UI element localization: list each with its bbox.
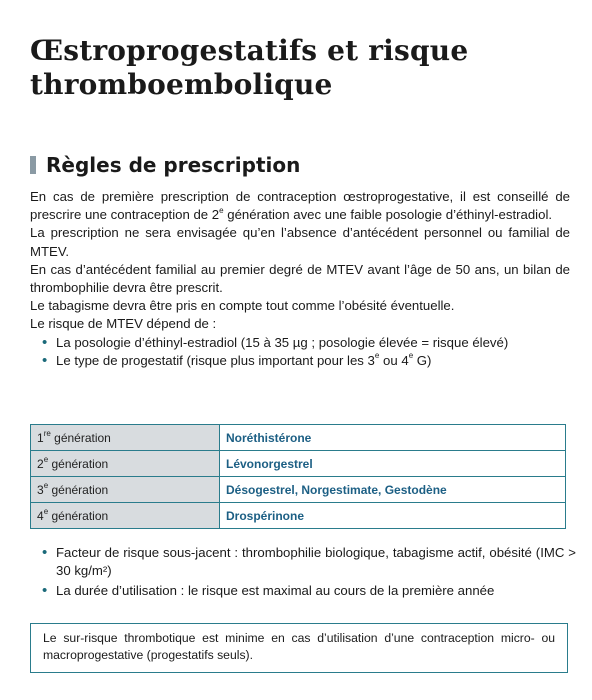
paragraph-4: Le tabagisme devra être pris en compte tout comme l’obésité éventuelle. bbox=[30, 298, 455, 314]
generation-label: génération bbox=[48, 456, 109, 471]
list-item: • La posologie d’éthinyl-estradiol (15 à 35 µg ; posologie élevée = risque élevé) bbox=[40, 334, 570, 352]
page-title bbox=[30, 34, 570, 102]
generation-sup: e bbox=[43, 480, 49, 490]
generation-label: génération bbox=[48, 508, 109, 523]
generation-number: 3 bbox=[37, 482, 44, 497]
progestatif-cell: Lévonorgestrel bbox=[220, 451, 566, 477]
generation-sup: re bbox=[43, 428, 51, 438]
generation-cell bbox=[31, 425, 220, 451]
title-line-1: Œstroprogestatifs et risque bbox=[30, 34, 469, 67]
paragraph-2: La prescription ne sera envisagée qu’en l’absence d’antécédent personnel ou familial de MTEV. bbox=[30, 225, 570, 259]
generation-cell bbox=[31, 451, 220, 477]
progestatif-cell: Drospérinone bbox=[220, 503, 566, 529]
progestatif-cell: Désogestrel, Norgestimate, Gestodène bbox=[220, 477, 566, 503]
paragraph-3: En cas d’antécédent familial au premier degré de MTEV avant l’âge de 50 ans, un bilan de thrombophilie devra être prescrit. bbox=[30, 261, 570, 296]
list-item-part-a: Le type de progestatif (risque plus important pour les 3 bbox=[56, 352, 375, 368]
list-item-sup-2: e bbox=[408, 351, 414, 361]
generation-sup: e bbox=[43, 506, 49, 516]
heading-marker bbox=[30, 156, 36, 174]
paragraph-1-part-b: génération avec une faible posologie d’éthinyl-estradiol. bbox=[223, 207, 553, 223]
list-item-sup-1: e bbox=[374, 351, 380, 361]
generation-table bbox=[30, 424, 566, 529]
generation-cell bbox=[31, 477, 220, 503]
paragraph-1 bbox=[30, 188, 570, 224]
paragraph-1-sup: e bbox=[219, 205, 224, 215]
table-row bbox=[31, 425, 566, 451]
list-item-part-b: G) bbox=[413, 352, 432, 368]
generation-number: 1 bbox=[37, 430, 44, 445]
section-heading-text: Règles de prescription bbox=[46, 153, 301, 177]
list-item-mid: ou 4 bbox=[379, 352, 409, 368]
generation-label: génération bbox=[50, 430, 111, 445]
paragraph-1-part-a: En cas de première prescription de contraception œstroprogestative, il est conseillé de prescrire une contraception de 2 bbox=[30, 189, 570, 223]
generation-number: 2 bbox=[37, 456, 44, 471]
table-row bbox=[31, 503, 566, 529]
list-item bbox=[40, 352, 570, 370]
generation-number: 4 bbox=[37, 508, 44, 523]
risk-factors-list-1 bbox=[30, 334, 570, 370]
generation-sup: e bbox=[43, 454, 49, 464]
generation-label: génération bbox=[48, 482, 109, 497]
paragraph-5: Le risque de MTEV dépend de : bbox=[30, 316, 217, 332]
section-heading bbox=[30, 152, 300, 178]
list-item: • La durée d’utilisation : le risque est maximal au cours de la première année bbox=[40, 582, 576, 600]
table-row bbox=[31, 451, 566, 477]
table-row bbox=[31, 477, 566, 503]
body-text bbox=[30, 188, 570, 370]
generation-cell bbox=[31, 503, 220, 529]
progestatif-cell: Noréthistérone bbox=[220, 425, 566, 451]
list-item: • Facteur de risque sous-jacent : thrombophilie biologique, tabagisme actif, obésité (IMC > 30 kg/m²) bbox=[40, 544, 576, 580]
note-box: Le sur-risque thrombotique est minime en cas d’utilisation d’une contraception micro- ou macroprogestative (progestatifs seuls). bbox=[30, 623, 568, 673]
title-line-2: thromboembolique bbox=[30, 68, 333, 101]
risk-factors-list-2 bbox=[30, 544, 576, 603]
